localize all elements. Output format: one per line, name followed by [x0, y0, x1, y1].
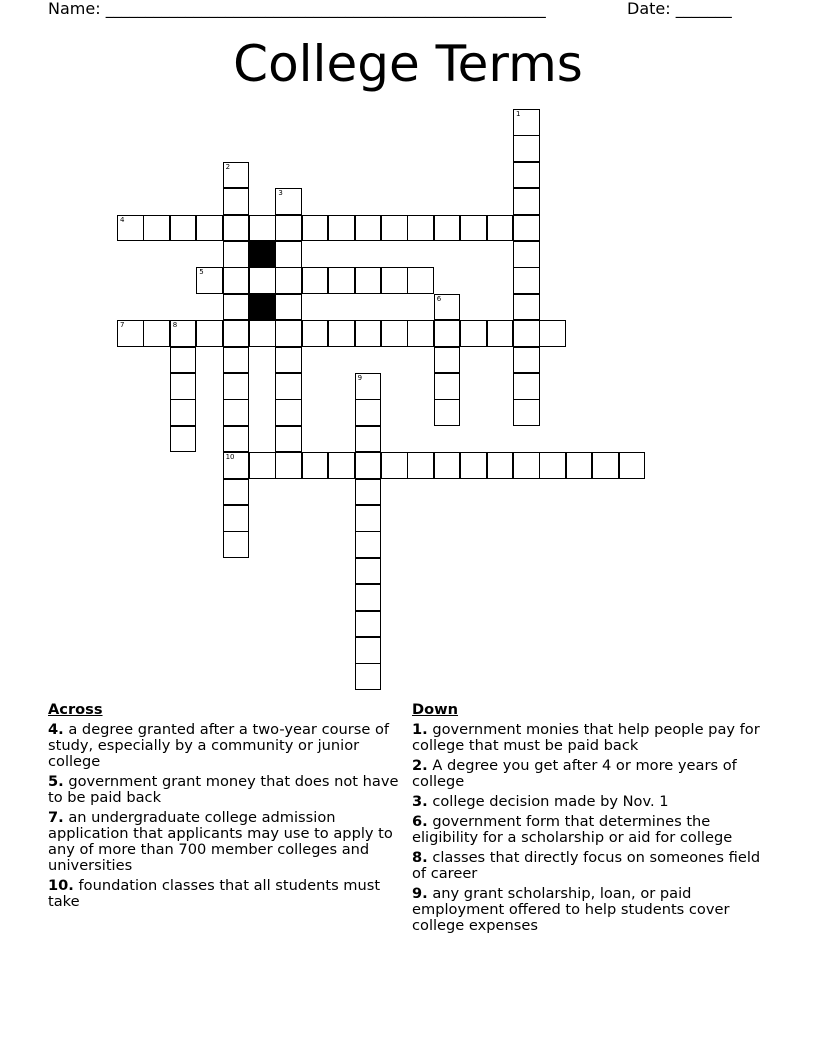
crossword-cell[interactable] — [355, 399, 382, 426]
crossword-cell[interactable] — [355, 505, 382, 532]
crossword-cell[interactable] — [513, 267, 540, 294]
clue-text: foundation classes that all students must take — [48, 877, 381, 910]
clue-text: government form that determines the eligibility for a scholarship or aid for college — [412, 813, 733, 846]
crossword-cell[interactable] — [355, 637, 382, 664]
crossword-cell[interactable] — [328, 267, 355, 294]
clue-number-label: 3 — [278, 189, 283, 198]
crossword-cell[interactable] — [434, 452, 461, 479]
crossword-cell[interactable] — [407, 452, 434, 479]
clue-number: 5. — [48, 773, 64, 790]
crossword-cell[interactable] — [513, 162, 540, 189]
date-blank[interactable]: _______ — [675, 0, 732, 18]
clue-number: 2. — [412, 757, 428, 774]
crossword-cell[interactable] — [223, 399, 250, 426]
crossword-cell[interactable] — [275, 347, 302, 374]
crossword-cell[interactable] — [249, 215, 276, 242]
clue-text: an undergraduate college admission application that applicants may use to apply to any of more than 700 member colleges and universities — [48, 809, 393, 874]
crossword-cell[interactable] — [513, 215, 540, 242]
crossword-cell[interactable] — [249, 320, 276, 347]
crossword-cell[interactable] — [223, 347, 250, 374]
across-clues — [48, 702, 408, 914]
crossword-cell[interactable] — [302, 452, 329, 479]
crossword-cell[interactable] — [328, 320, 355, 347]
crossword-cell[interactable] — [434, 320, 461, 347]
clue-number-label: 5 — [199, 268, 204, 277]
down-clues — [412, 702, 764, 938]
crossword-cell[interactable] — [487, 320, 514, 347]
crossword-cell[interactable] — [434, 399, 461, 426]
crossword-cell[interactable] — [170, 320, 197, 347]
clue-number-label: 1 — [516, 110, 521, 118]
crossword-cell[interactable] — [513, 135, 540, 162]
crossword-cell[interactable] — [434, 294, 461, 321]
clue-number: 9. — [412, 885, 428, 902]
crossword-cell[interactable] — [355, 320, 382, 347]
crossword-cell[interactable] — [355, 558, 382, 585]
crossword-cell[interactable] — [196, 267, 223, 294]
clue-number: 10. — [48, 877, 74, 894]
clue-number-label: 7 — [120, 321, 125, 330]
crossword-cell[interactable] — [223, 452, 250, 479]
crossword-cell[interactable] — [302, 267, 329, 294]
crossword-cell[interactable] — [434, 215, 461, 242]
crossword-cell[interactable] — [434, 347, 461, 374]
down-clue — [412, 886, 764, 934]
crossword-cell[interactable] — [275, 399, 302, 426]
crossword-cell[interactable] — [249, 452, 276, 479]
clue-text: government monies that help people pay for college that must be paid back — [412, 721, 760, 754]
down-clue — [412, 758, 764, 790]
crossword-cell[interactable] — [223, 426, 250, 453]
crossword-cell[interactable] — [407, 320, 434, 347]
crossword-cell[interactable] — [381, 215, 408, 242]
crossword-block — [249, 241, 276, 268]
across-clue — [48, 722, 408, 770]
clue-text: any grant scholarship, loan, or paid employment offered to help students cover college expenses — [412, 885, 730, 934]
crossword-cell[interactable] — [355, 267, 382, 294]
crossword-cell[interactable] — [223, 505, 250, 532]
across-clue — [48, 878, 408, 910]
crossword-cell[interactable] — [275, 452, 302, 479]
crossword-cell[interactable] — [328, 452, 355, 479]
crossword-cell[interactable] — [539, 320, 566, 347]
clue-number: 4. — [48, 721, 64, 738]
clue-number-label: 9 — [357, 374, 363, 382]
crossword-cell[interactable] — [223, 162, 250, 189]
across-clue — [48, 810, 408, 874]
crossword-cell[interactable] — [170, 373, 197, 400]
crossword-cell[interactable] — [275, 241, 302, 268]
crossword-cell[interactable] — [381, 320, 408, 347]
crossword-cell[interactable] — [196, 215, 223, 242]
crossword-cell[interactable] — [117, 215, 144, 242]
crossword-cell[interactable] — [513, 188, 540, 215]
crossword-cell[interactable] — [275, 426, 302, 453]
clue-text: college decision made by Nov. 1 — [432, 793, 669, 810]
clue-number: 1. — [412, 721, 428, 738]
crossword-cell[interactable] — [143, 320, 170, 347]
crossword-cell[interactable] — [223, 373, 250, 400]
crossword-cell[interactable] — [355, 531, 382, 558]
crossword-cell[interactable] — [513, 347, 540, 374]
clue-text: a degree granted after a two-year course of study, especially by a community or junior college — [48, 721, 390, 770]
crossword-cell[interactable] — [355, 663, 382, 690]
down-clue — [412, 794, 764, 810]
down-clue — [412, 722, 764, 754]
down-clue — [412, 814, 764, 846]
clue-number: 7. — [48, 809, 64, 826]
crossword-cell[interactable] — [513, 294, 540, 321]
clue-number-label: 4 — [120, 215, 125, 224]
clue-number: 6. — [412, 813, 428, 830]
crossword-cell[interactable] — [355, 479, 382, 506]
crossword-cell[interactable] — [170, 347, 197, 374]
crossword-cell[interactable] — [275, 294, 302, 321]
crossword-cell[interactable] — [434, 373, 461, 400]
crossword-cell[interactable] — [328, 215, 355, 242]
down-heading: Down — [412, 701, 459, 718]
crossword-cell[interactable] — [302, 215, 329, 242]
clue-number-label: 10 — [225, 453, 235, 462]
clue-number: 8. — [412, 849, 428, 866]
crossword-cell[interactable] — [487, 215, 514, 242]
crossword-cell[interactable] — [275, 267, 302, 294]
crossword-cell[interactable] — [407, 267, 434, 294]
crossword-cell[interactable] — [539, 452, 566, 479]
crossword-cell[interactable] — [223, 479, 250, 506]
crossword-block — [249, 294, 276, 321]
crossword-cell[interactable] — [513, 320, 540, 347]
down-clue — [412, 850, 764, 882]
crossword-cell[interactable] — [143, 215, 170, 242]
crossword-cell[interactable] — [566, 452, 593, 479]
name-blank[interactable]: _______________________________________________________ — [105, 0, 546, 18]
clue-number-label: 6 — [436, 294, 442, 303]
crossword-cell[interactable] — [592, 452, 619, 479]
crossword-cell[interactable] — [275, 373, 302, 400]
clue-number-label: 8 — [172, 321, 178, 330]
crossword-cell[interactable] — [275, 215, 302, 242]
crossword-cell[interactable] — [223, 294, 250, 321]
crossword-cell[interactable] — [223, 215, 250, 242]
across-heading: Across — [48, 701, 103, 718]
page-title: College Terms — [233, 35, 583, 93]
crossword-cell[interactable] — [302, 320, 329, 347]
clue-number: 3. — [412, 793, 428, 810]
crossword-cell[interactable] — [460, 215, 487, 242]
across-clue — [48, 774, 408, 806]
crossword-cell[interactable] — [170, 426, 197, 453]
crossword-cell[interactable] — [170, 215, 197, 242]
crossword-cell[interactable] — [355, 452, 382, 479]
crossword-cell[interactable] — [513, 241, 540, 268]
crossword-cell[interactable] — [355, 426, 382, 453]
clue-text: government grant money that does not have to be paid back — [48, 773, 399, 806]
name-label: Name: — [48, 0, 101, 18]
crossword-cell[interactable] — [275, 320, 302, 347]
crossword-cell[interactable] — [407, 215, 434, 242]
crossword-cell[interactable] — [381, 452, 408, 479]
crossword-cell[interactable] — [355, 373, 382, 400]
crossword-cell[interactable] — [223, 267, 250, 294]
clue-text: classes that directly focus on someones field of career — [412, 849, 761, 882]
crossword-cell[interactable] — [355, 215, 382, 242]
crossword-cell[interactable] — [223, 188, 250, 215]
crossword-cell[interactable] — [619, 452, 646, 479]
crossword-cell[interactable] — [249, 267, 276, 294]
clue-text: A degree you get after 4 or more years of college — [412, 757, 737, 790]
crossword-cell[interactable] — [513, 373, 540, 400]
crossword-cell[interactable] — [513, 109, 540, 136]
crossword-cell[interactable] — [223, 241, 250, 268]
crossword-cell[interactable] — [355, 611, 382, 638]
crossword-cell[interactable] — [223, 531, 250, 558]
crossword-cell[interactable] — [460, 320, 487, 347]
crossword-cell[interactable] — [223, 320, 250, 347]
crossword-cell[interactable] — [513, 399, 540, 426]
crossword-cell[interactable] — [460, 452, 487, 479]
crossword-cell[interactable] — [275, 188, 302, 215]
clue-number-label: 2 — [225, 162, 231, 171]
crossword-cell[interactable] — [117, 320, 144, 347]
crossword-cell[interactable] — [170, 399, 197, 426]
crossword-cell[interactable] — [381, 267, 408, 294]
date-label: Date: — [627, 0, 671, 18]
crossword-cell[interactable] — [196, 320, 223, 347]
crossword-cell[interactable] — [487, 452, 514, 479]
crossword-cell[interactable] — [355, 584, 382, 611]
crossword-cell[interactable] — [513, 452, 540, 479]
